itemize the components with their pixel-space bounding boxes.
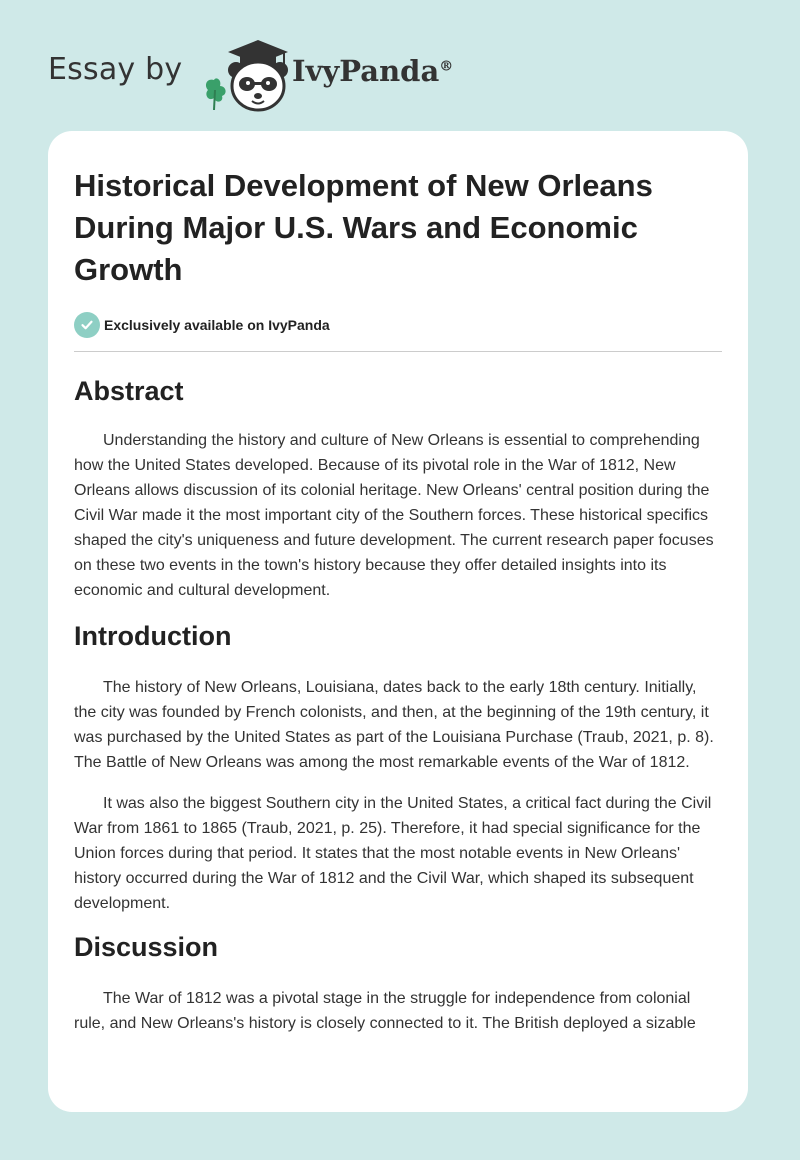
brand-prefix: Essay by xyxy=(48,52,183,87)
brand-header xyxy=(48,34,508,114)
exclusive-badge xyxy=(74,311,722,339)
check-circle-icon xyxy=(74,312,100,338)
panda-graduate-icon[interactable] xyxy=(200,34,292,114)
exclusive-label: Exclusively available on IvyPanda xyxy=(104,317,330,333)
abstract-paragraph: Understanding the history and culture of New Orleans is essential to comprehending how the United States developed. Because of its pivotal role in the War of 1812, New Orleans allows discussion of its colonial heritage. New Orleans' central position during the Civil War made it the most important city of the Southern forces. These historical specifics shaped the city's uniqueness and future development. The current research paper focuses on these two events in the town's history because they offer detailed insights into its economic and cultural development. xyxy=(74,432,714,599)
introduction-paragraph: The history of New Orleans, Louisiana, dates back to the early 18th century. Initially, the city was founded by French colonists, and then, at the beginning of the 19th century, it was purchased by the United States as part of the Louisiana Purchase (Traub, 2021, p. 8). The Battle of New Orleans was among the most remarkable events of the War of 1812. xyxy=(74,679,714,771)
section-heading-abstract: Abstract xyxy=(74,376,184,406)
discussion-paragraph: The War of 1812 was a pivotal stage in the struggle for independence from colonial rule, and New Orleans's history is closely connected to it. The British deployed a sizable xyxy=(74,990,696,1032)
divider xyxy=(74,351,722,352)
introduction-paragraph: It was also the biggest Southern city in the United States, a critical fact during the Civil War from 1861 to 1865 (Traub, 2021, p. 25). Therefore, it had special significance for the Union forces during that period. It states that the most notable events in New Orleans' history occurred during the War of 1812 and the Civil War, which shaped its subsequent development. xyxy=(74,795,712,912)
page-title: Historical Development of New Orleans During Major U.S. Wars and Economic Growth xyxy=(74,168,653,287)
essay-card xyxy=(48,131,748,1112)
essay-content xyxy=(74,165,722,1036)
section-heading-introduction: Introduction xyxy=(74,621,232,651)
ivy-leaf-icon xyxy=(206,78,226,110)
section-heading-discussion: Discussion xyxy=(74,932,219,962)
registered-mark: ® xyxy=(439,58,454,75)
brand-name[interactable]: IvyPanda® xyxy=(292,54,454,88)
